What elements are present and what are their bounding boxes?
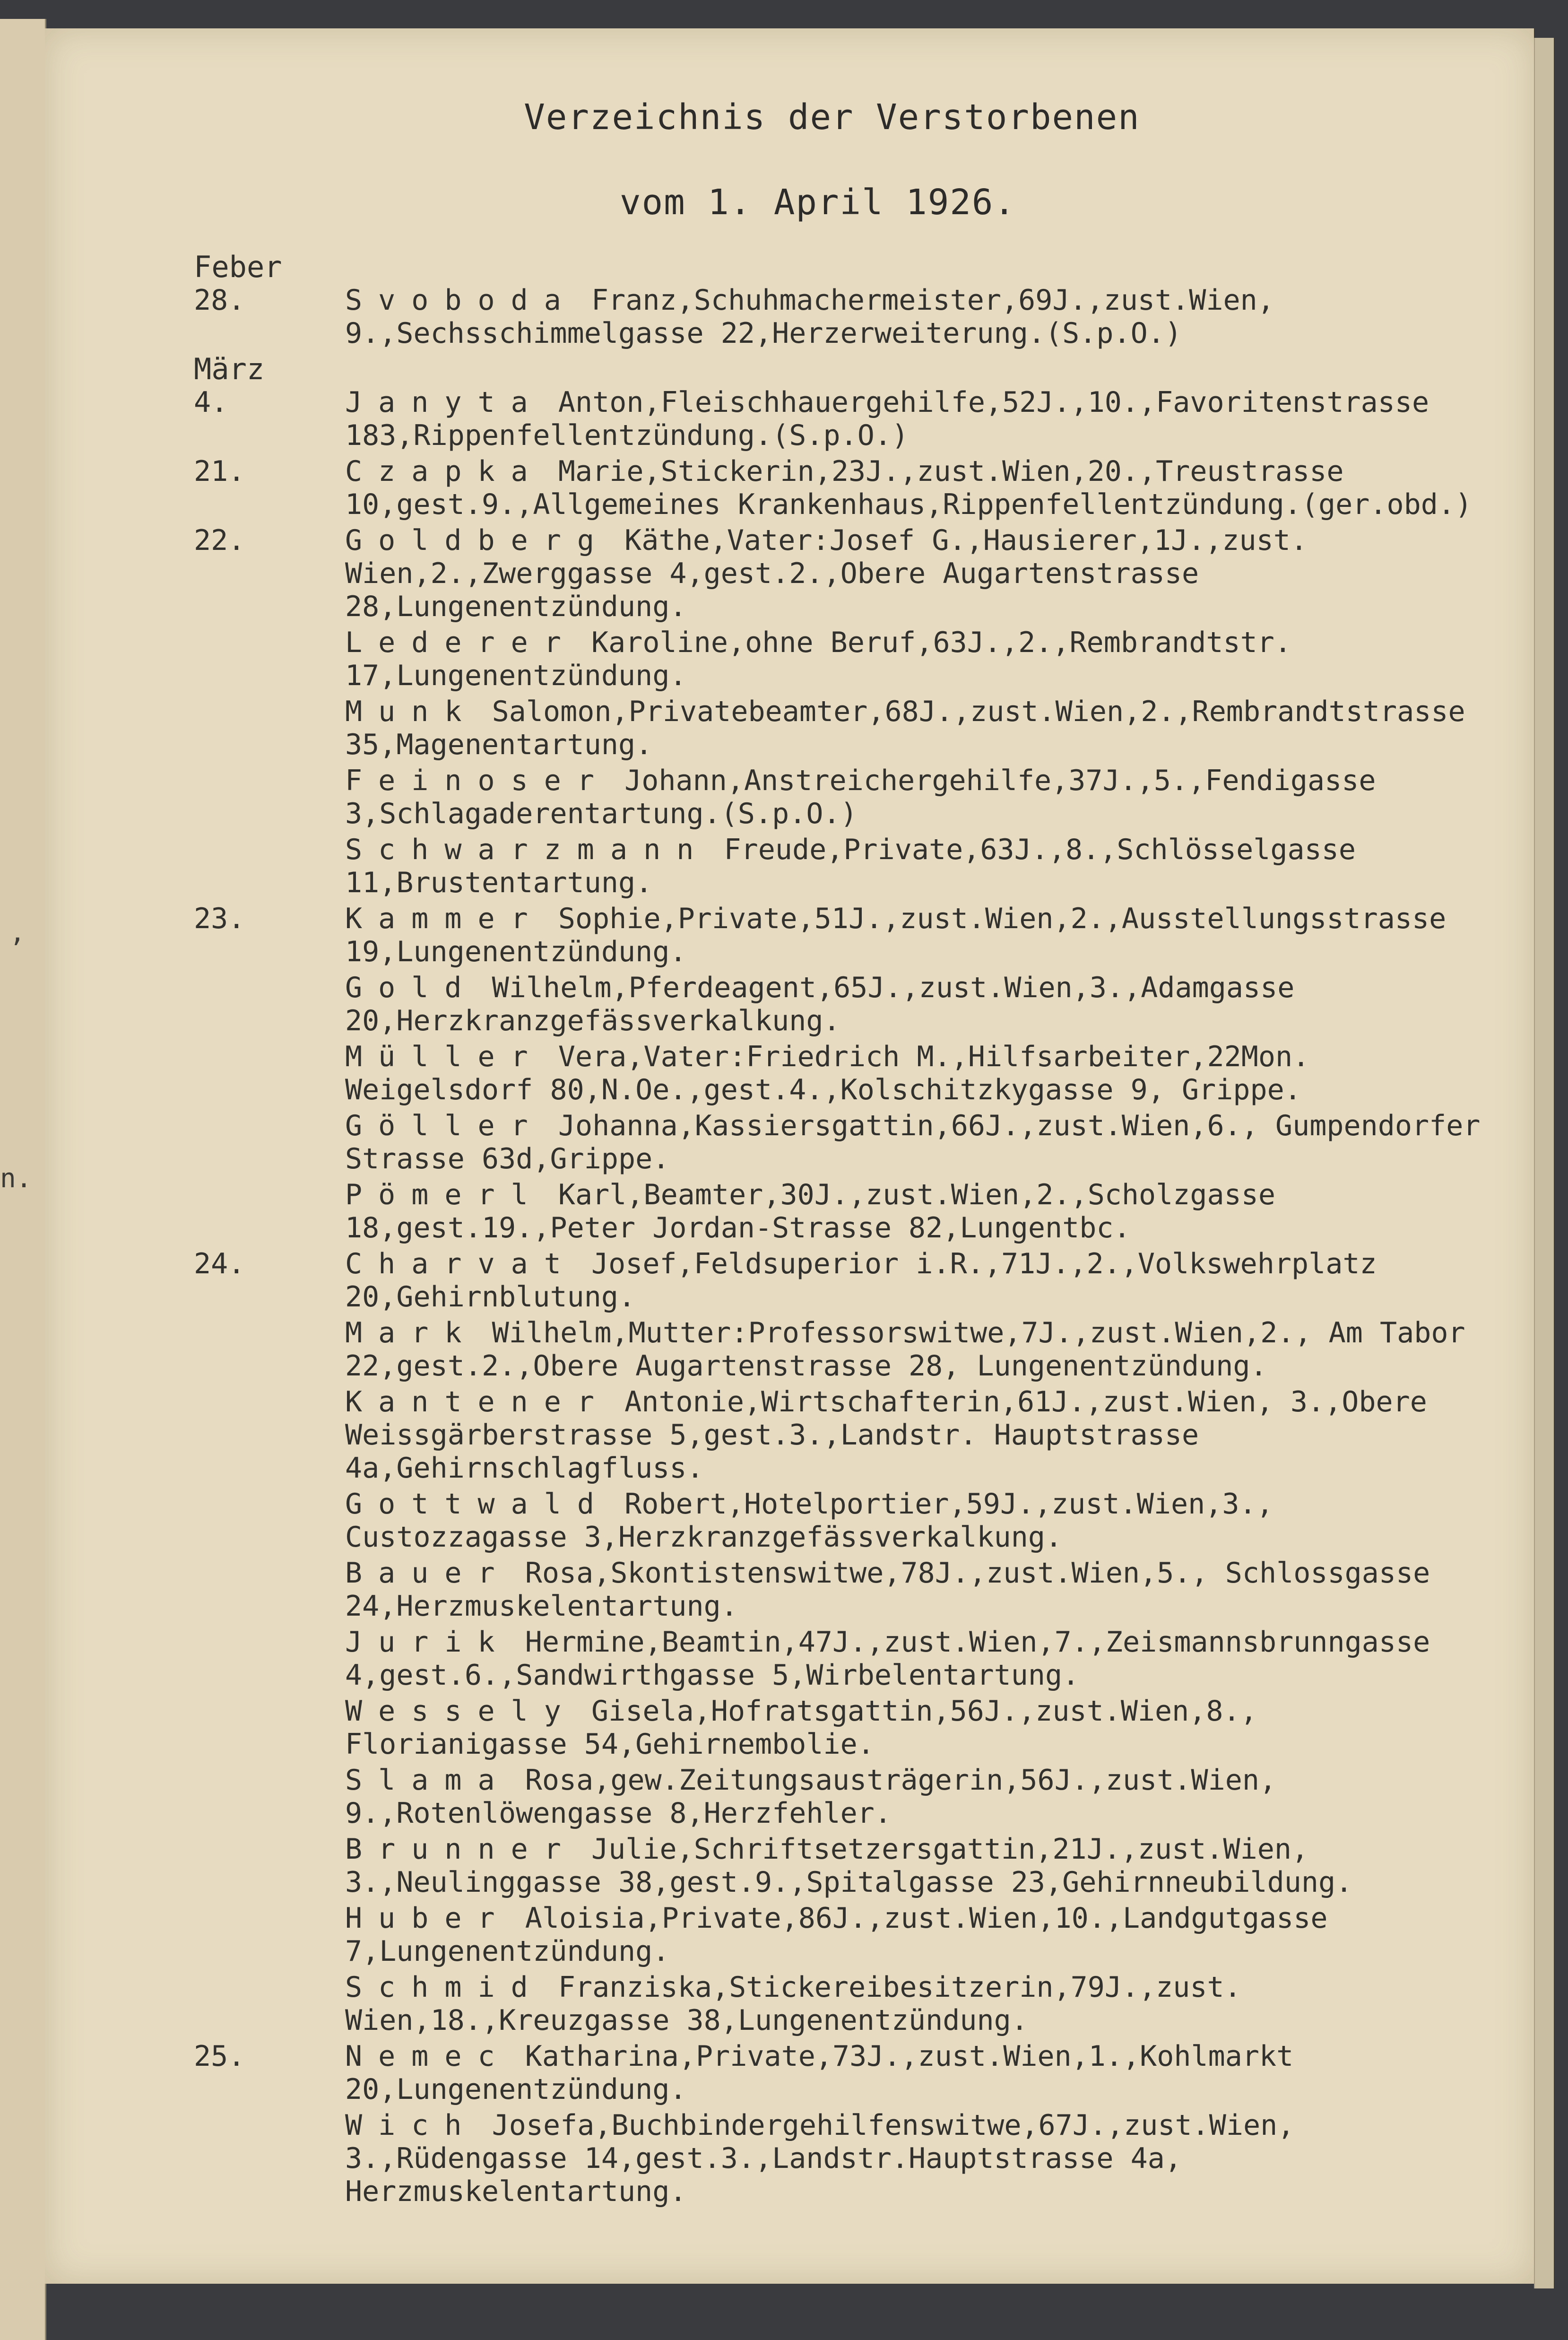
entry-surname: Feinoser — [345, 764, 610, 797]
entry-details: Käthe,Vater:Josef G.,Hausierer,1J.,zust. Wien,2.,Zwerggasse 4,gest.2.,Obere Augartenstrasse 28,Lungenentzündung. — [345, 524, 1308, 623]
entry-surname: Kammer — [345, 902, 544, 935]
entry-body — [345, 1557, 1494, 1623]
entry-body — [345, 764, 1494, 830]
entry-body — [345, 1040, 1494, 1106]
register-entry — [45, 1247, 1534, 1314]
entry-details: Sophie,Private,51J.,zust.Wien,2.,Ausstellungsstrasse 19,Lungenentzündung. — [345, 902, 1447, 968]
entry-details: Katharina,Private,73J.,zust.Wien,1.,Kohlmarkt 20,Lungenentzündung. — [345, 2040, 1294, 2106]
facing-page-fragment: , — [9, 917, 26, 948]
entry-date: 23. — [194, 902, 245, 935]
entry-body — [345, 1833, 1494, 1899]
entry-surname: Wich — [345, 2109, 478, 2142]
entry-body — [345, 971, 1494, 1037]
entry-surname: Nemec — [345, 2040, 511, 2073]
entry-body — [345, 1626, 1494, 1692]
entry-body — [345, 695, 1494, 761]
month-label: Feber — [194, 250, 282, 284]
facing-page-edge — [0, 19, 46, 2340]
register-entry — [45, 626, 1534, 692]
entry-body — [345, 524, 1494, 623]
entry-surname: Bauer — [345, 1557, 511, 1590]
entry-body — [345, 1902, 1494, 1968]
entry-details: Hermine,Beamtin,47J.,zust.Wien,7.,Zeismannsbrunngasse 4,gest.6.,Sandwirthgasse 5,Wirbelentartung. — [345, 1626, 1430, 1692]
page-edge — [1534, 38, 1554, 2288]
entry-details: Anton,Fleischhauergehilfe,52J.,10.,Favoritenstrasse 183,Rippenfellentzündung.(S.p.O.) — [345, 386, 1429, 452]
entry-details: Rosa,gew.Zeitungsausträgerin,56J.,zust.Wien, 9.,Rotenlöwengasse 8,Herzfehler. — [345, 1764, 1277, 1830]
register-entry — [45, 386, 1534, 452]
entry-date: 22. — [194, 524, 245, 557]
month-label: März — [194, 352, 265, 386]
entry-body — [345, 1316, 1494, 1383]
entry-details: Freude,Private,63J.,8.,Schlösselgasse 11,Brustentartung. — [345, 833, 1356, 899]
register-entry — [45, 764, 1534, 830]
register-entry — [45, 1902, 1534, 1968]
register-entry — [45, 1488, 1534, 1554]
register-entry — [45, 1695, 1534, 1761]
register-entry — [45, 1557, 1534, 1623]
entry-details: Wilhelm,Pferdeagent,65J.,zust.Wien,3.,Adamgasse 20,Herzkranzgefässverkalkung. — [345, 971, 1295, 1037]
entry-surname: Munk — [345, 695, 478, 728]
entry-details: Gisela,Hofratsgattin,56J.,zust.Wien,8., Florianigasse 54,Gehirnembolie. — [345, 1695, 1257, 1761]
entry-body — [345, 1247, 1494, 1314]
facing-page-fragment: n. — [0, 1163, 32, 1194]
register-entry — [45, 1040, 1534, 1106]
entry-surname: Slama — [345, 1764, 511, 1797]
entry-body — [345, 284, 1494, 350]
entry-surname: Charvat — [345, 1247, 577, 1280]
entry-surname: Huber — [345, 1902, 511, 1935]
register-entry — [45, 1109, 1534, 1175]
entry-body — [345, 626, 1494, 692]
entry-body — [345, 1764, 1494, 1830]
register-entry — [45, 2040, 1534, 2106]
entry-details: Salomon,Privatebeamter,68J.,zust.Wien,2.,Rembrandtstrasse 35,Magenentartung. — [345, 695, 1465, 761]
entry-body — [345, 1385, 1494, 1485]
entry-date: 21. — [194, 455, 245, 488]
register-entry — [45, 971, 1534, 1037]
document-page — [45, 28, 1534, 2284]
entry-date: 4. — [194, 386, 228, 419]
register-entry — [45, 1833, 1534, 1899]
entry-details: Johann,Anstreichergehilfe,37J.,5.,Fendigasse 3,Schlagaderentartung.(S.p.O.) — [345, 764, 1376, 830]
register-entry — [45, 1764, 1534, 1830]
entry-body — [345, 2040, 1494, 2106]
entry-details: Aloisia,Private,86J.,zust.Wien,10.,Landgutgasse 7,Lungenentzündung. — [345, 1902, 1328, 1968]
entry-details: Vera,Vater:Friedrich M.,Hilfsarbeiter,22Mon. Weigelsdorf 80,N.Oe.,gest.4.,Kolschitzkygasse 9, Grippe. — [345, 1040, 1310, 1106]
entry-surname: Göller — [345, 1109, 544, 1142]
entry-surname: Wessely — [345, 1695, 577, 1728]
entry-body — [345, 902, 1494, 968]
death-register-list — [45, 251, 1534, 2211]
entry-surname: Goldberg — [345, 524, 610, 557]
entry-body — [345, 455, 1494, 521]
entry-details: Julie,Schriftsetzersgattin,21J.,zust.Wien, 3.,Neulinggasse 38,gest.9.,Spitalgasse 23,Gehirnneubildung. — [345, 1833, 1353, 1899]
entry-details: Johanna,Kassiersgattin,66J.,zust.Wien,6., Gumpendorfer Strasse 63d,Grippe. — [345, 1109, 1481, 1175]
entry-surname: Jurik — [345, 1626, 511, 1659]
entry-surname: Müller — [345, 1040, 544, 1073]
register-entry — [45, 902, 1534, 968]
entry-surname: Brunner — [345, 1833, 577, 1866]
register-entry — [45, 833, 1534, 899]
entry-surname: Schwarzmann — [345, 833, 710, 866]
entry-body — [345, 2109, 1494, 2208]
entry-details: Franz,Schuhmachermeister,69J.,zust.Wien, 9.,Sechsschimmelgasse 22,Herzerweiterung.(S.p.O.) — [345, 284, 1274, 350]
entry-body — [345, 1971, 1494, 2037]
register-entry — [45, 1626, 1534, 1692]
entry-body — [345, 1488, 1494, 1554]
entry-details: Wilhelm,Mutter:Professorswitwe,7J.,zust.Wien,2., Am Tabor 22,gest.2.,Obere Augartenstrasse 28, Lungenentzündung. — [345, 1316, 1465, 1383]
entry-details: Josef,Feldsuperior i.R.,71J.,2.,Volkswehrplatz 20,Gehirnblutung. — [345, 1247, 1377, 1314]
register-entry — [45, 284, 1534, 350]
month-heading — [45, 353, 1534, 386]
entry-details: Franziska,Stickereibesitzerin,79J.,zust. Wien,18.,Kreuzgasse 38,Lungenentzündung. — [345, 1971, 1241, 2037]
entry-details: Marie,Stickerin,23J.,zust.Wien,20.,Treustrasse 10,gest.9.,Allgemeines Krankenhaus,Rippenfellentzündung.(ger.obd.) — [345, 455, 1473, 521]
entry-surname: Schmid — [345, 1971, 544, 2004]
entry-surname: Gold — [345, 971, 478, 1004]
register-entry — [45, 1316, 1534, 1383]
register-entry — [45, 2109, 1534, 2208]
entry-details: Karoline,ohne Beruf,63J.,2.,Rembrandtstr. 17,Lungenentzündung. — [345, 626, 1292, 692]
entry-body — [345, 833, 1494, 899]
register-entry — [45, 1971, 1534, 2037]
register-entry — [45, 1385, 1534, 1485]
entry-surname: Gottwald — [345, 1488, 610, 1521]
entry-date: 25. — [194, 2040, 245, 2073]
entry-surname: Mark — [345, 1316, 478, 1349]
entry-details: Karl,Beamter,30J.,zust.Wien,2.,Scholzgasse 18,gest.19.,Peter Jordan-Strasse 82,Lungentbc. — [345, 1178, 1276, 1244]
entry-surname: Svoboda — [345, 284, 577, 317]
entry-details: Antonie,Wirtschafterin,61J.,zust.Wien, 3.,Obere Weissgärberstrasse 5,gest.3.,Landstr. Hauptstrasse 4a,Gehirnschlagfluss. — [345, 1385, 1427, 1485]
entry-body — [345, 1178, 1494, 1244]
entry-details: Josefa,Buchbindergehilfenswitwe,67J.,zust.Wien, 3.,Rüdengasse 14,gest.3.,Landstr.Hauptstrasse 4a, Herzmuskelentartung. — [345, 2109, 1295, 2208]
register-entry — [45, 695, 1534, 761]
entry-surname: Czapka — [345, 455, 544, 488]
entry-body — [345, 1695, 1494, 1761]
register-entry — [45, 1178, 1534, 1244]
month-heading — [45, 251, 1534, 284]
entry-surname: Lederer — [345, 626, 577, 659]
register-entry — [45, 455, 1534, 521]
entry-surname: Pömerl — [345, 1178, 544, 1211]
page-subtitle: vom 1. April 1926. — [620, 182, 1016, 223]
entry-body — [345, 386, 1494, 452]
page-title: Verzeichnis der Verstorbenen — [524, 97, 1140, 138]
entry-details: Robert,Hotelportier,59J.,zust.Wien,3., Custozzagasse 3,Herzkranzgefässverkalkung. — [345, 1488, 1273, 1554]
register-entry — [45, 524, 1534, 623]
entry-details: Rosa,Skontistenswitwe,78J.,zust.Wien,5., Schlossgasse 24,Herzmuskelentartung. — [345, 1557, 1430, 1623]
entry-body — [345, 1109, 1494, 1175]
entry-date: 24. — [194, 1247, 245, 1280]
entry-surname: Kantener — [345, 1385, 610, 1418]
entry-surname: Janyta — [345, 386, 544, 419]
entry-date: 28. — [194, 284, 245, 317]
